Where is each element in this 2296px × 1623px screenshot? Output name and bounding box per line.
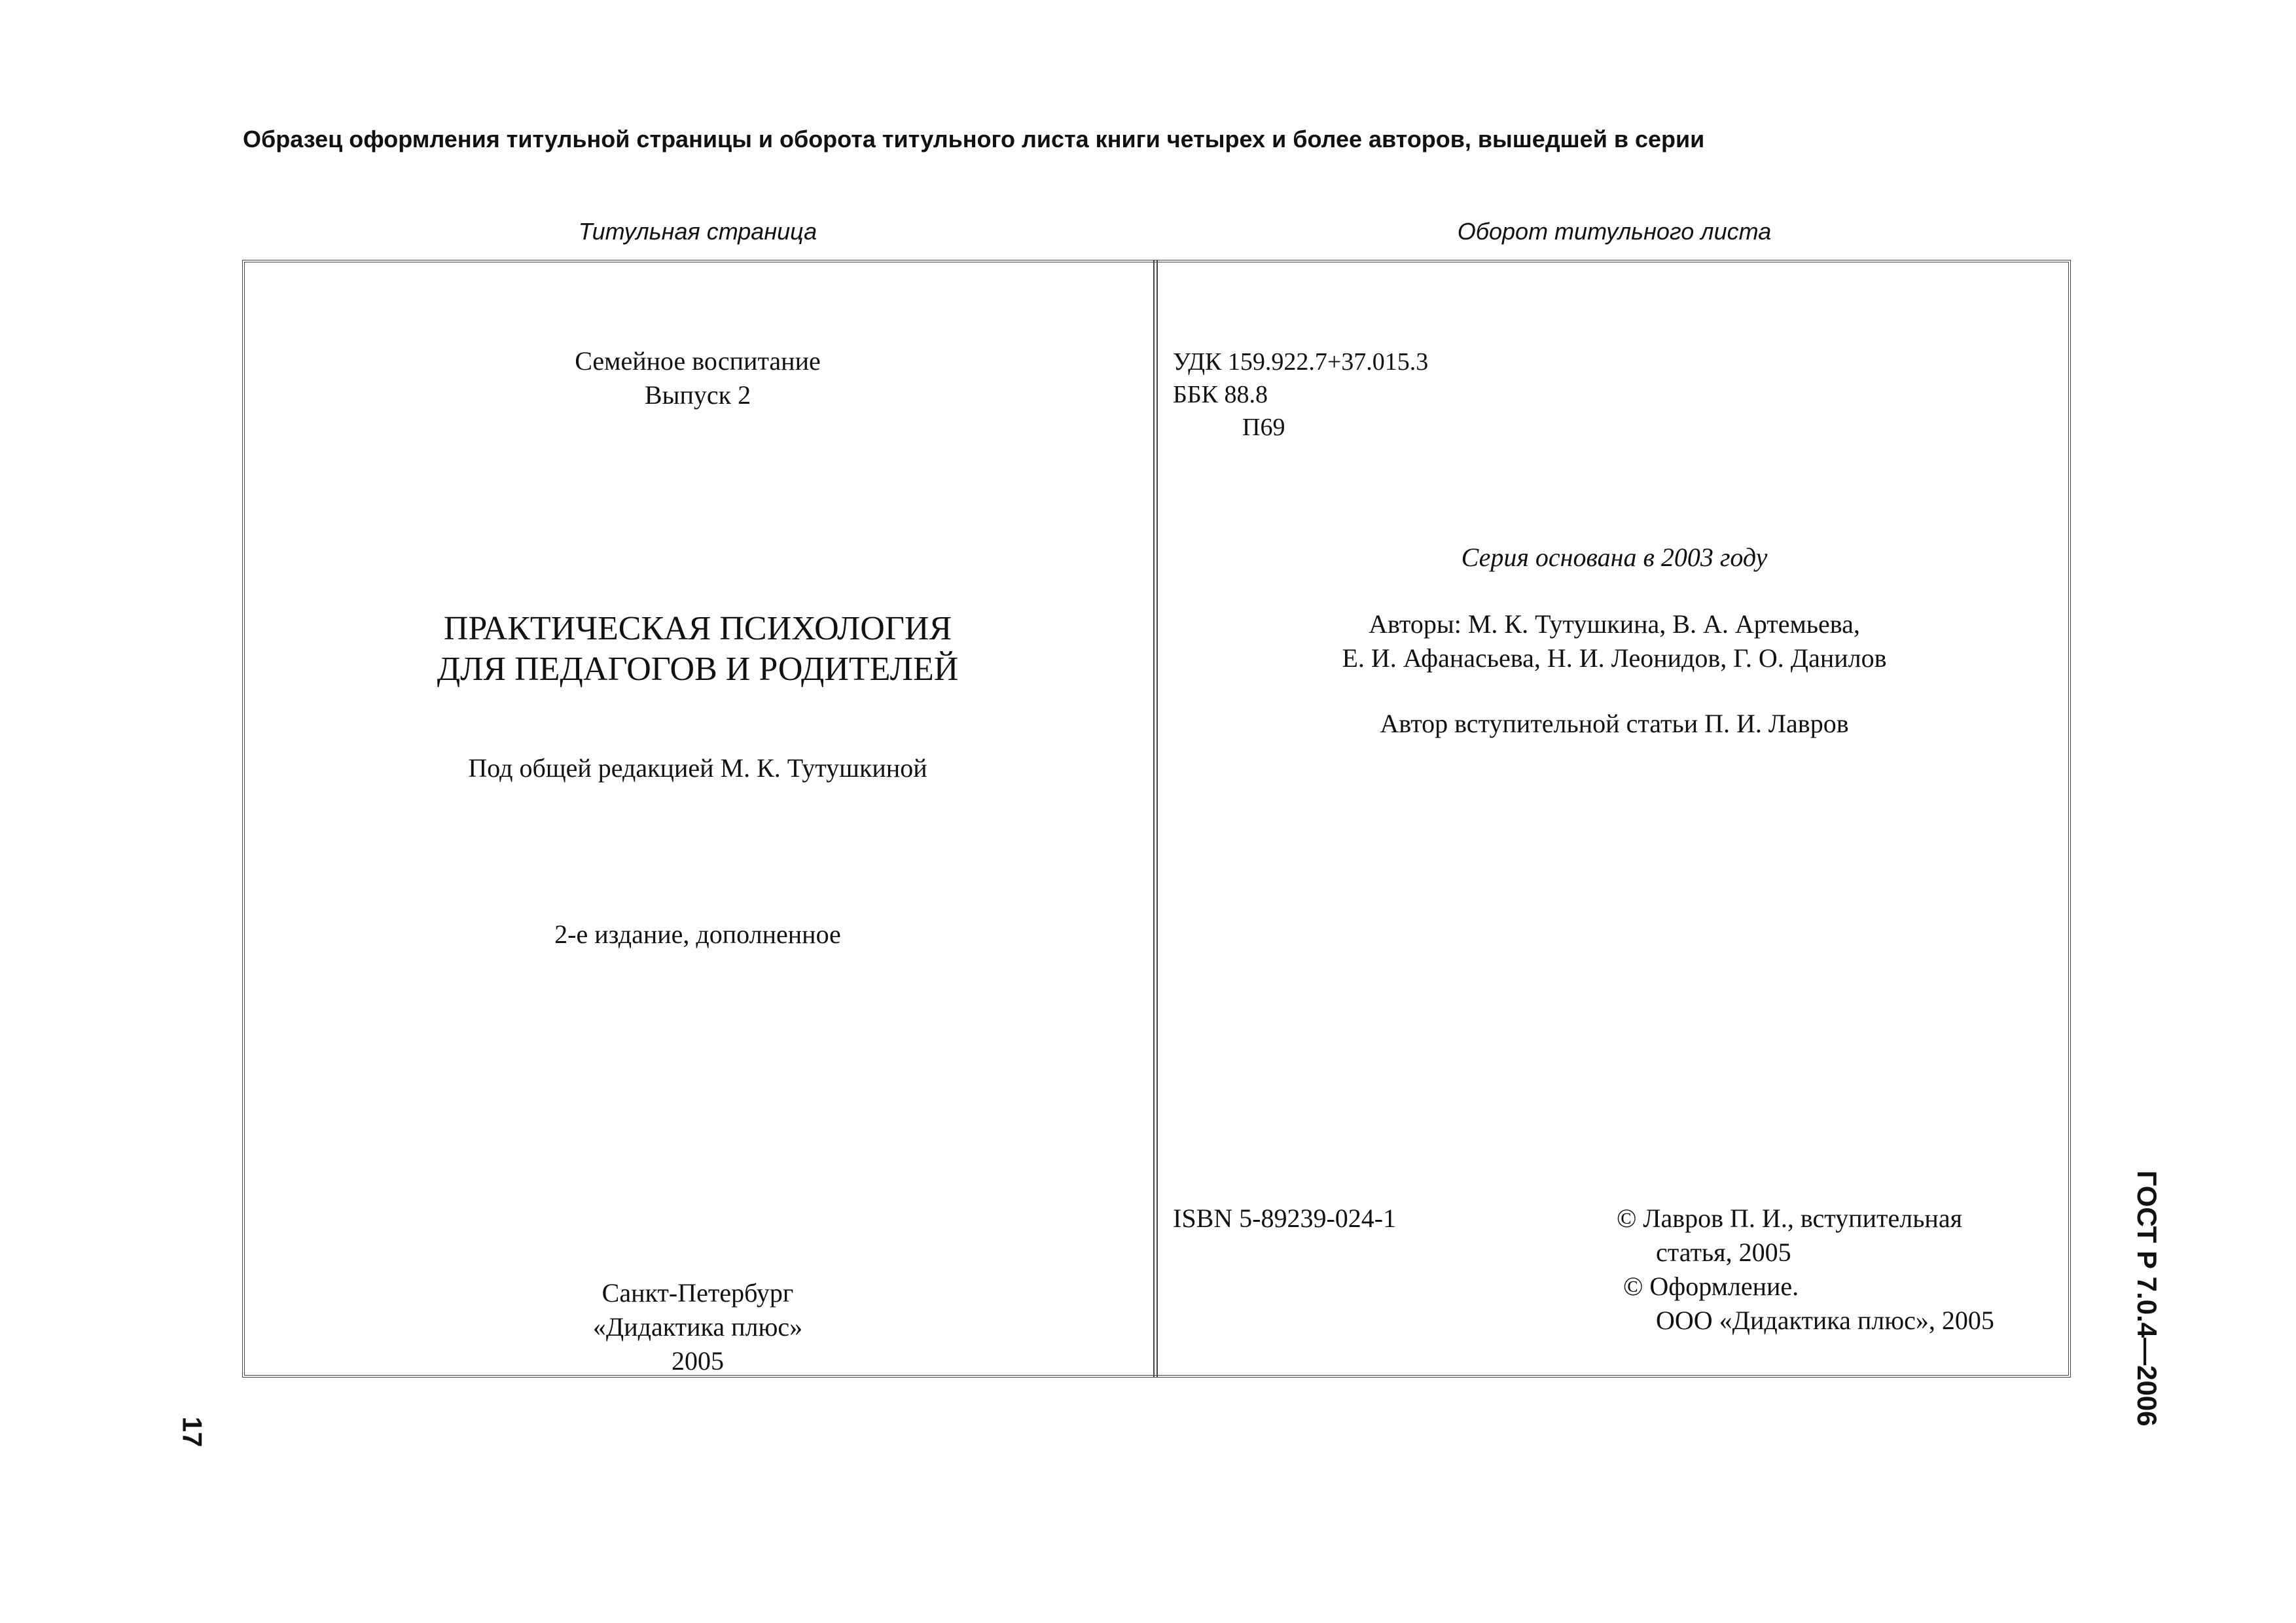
book-title xyxy=(242,609,1153,690)
author-mark: П69 xyxy=(1242,414,1285,441)
document-heading: Образец оформления титульной страницы и оборота титульного листа книги четырех и более авторов, вышедшей в серии xyxy=(243,126,1705,152)
issue-number: Выпуск 2 xyxy=(644,380,751,410)
copyright-block xyxy=(1617,1202,1994,1338)
imprint-block xyxy=(242,1276,1153,1378)
copyright-2-line-1: © Оформление. xyxy=(1623,1272,1799,1301)
edition-line: 2-е издание, дополненное xyxy=(554,919,841,949)
book-title-line-1: ПРАКТИЧЕСКАЯ ПСИХОЛОГИЯ xyxy=(443,610,952,647)
isbn: ISBN 5-89239-024-1 xyxy=(1173,1204,1397,1233)
classification-block xyxy=(1173,346,1428,444)
intro-author: Автор вступительной статьи П. И. Лавров xyxy=(1380,709,1849,738)
imprint-city: Санкт-Петербург xyxy=(601,1278,794,1308)
series-name: Семейное воспитание xyxy=(575,346,821,376)
authors-line-1: Авторы: М. К. Тутушкина, В. А. Артемьева, xyxy=(1369,609,1860,639)
imprint-publisher: «Дидактика плюс» xyxy=(592,1312,803,1342)
bbk-code: ББК 88.8 xyxy=(1173,381,1268,408)
standard-code: ГОСТ Р 7.0.4—2006 xyxy=(2132,1170,2162,1427)
right-column-caption: Оборот титульного листа xyxy=(1457,218,1772,245)
column-divider xyxy=(1153,260,1158,1378)
series-block xyxy=(242,344,1153,412)
authors-block xyxy=(1158,607,2071,675)
editor-line: Под общей редакцией М. К. Тутушкиной xyxy=(468,753,927,783)
series-note: Серия основана в 2003 году xyxy=(1461,543,1768,572)
udk-code: УДК 159.922.7+37.015.3 xyxy=(1173,348,1429,376)
authors-line-2: Е. И. Афанасьева, Н. И. Леонидов, Г. О. Данилов xyxy=(1342,643,1887,673)
left-column-caption: Титульная страница xyxy=(578,218,817,245)
book-title-line-2: ДЛЯ ПЕДАГОГОВ И РОДИТЕЛЕЙ xyxy=(437,651,959,688)
copyright-1-line-1: © Лавров П. И., вступительная xyxy=(1617,1204,1962,1233)
imprint-year: 2005 xyxy=(672,1346,724,1376)
copyright-1-line-2: статья, 2005 xyxy=(1656,1238,1791,1267)
copyright-2-line-2: ООО «Дидактика плюс», 2005 xyxy=(1656,1306,1994,1335)
page-number: 17 xyxy=(177,1416,208,1448)
